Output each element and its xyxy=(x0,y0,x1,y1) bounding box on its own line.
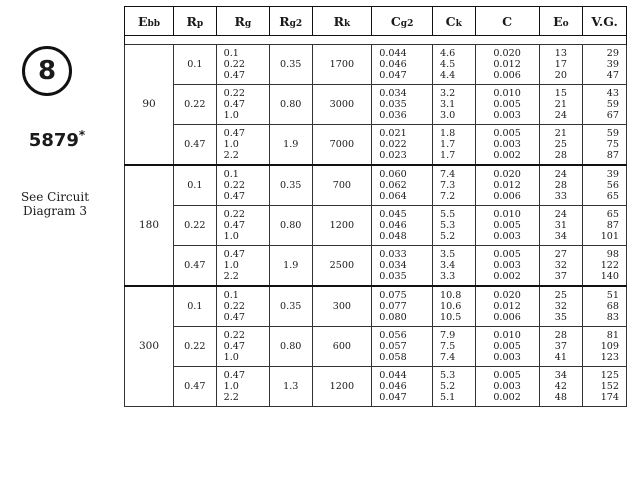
cell-cg2-value: 0.021 xyxy=(379,128,407,139)
cell-rp: 0.47 xyxy=(174,125,217,166)
cell-vg xyxy=(583,367,627,407)
header-row xyxy=(125,7,627,36)
cell-eo xyxy=(539,45,583,85)
cell-c-value: 0.003 xyxy=(493,110,521,121)
cell-c-value: 0.020 xyxy=(493,290,521,301)
cell-rg-value: 0.22 xyxy=(223,301,246,312)
cell-cg2 xyxy=(372,45,433,85)
cell-rg2: 0.80 xyxy=(269,206,312,246)
cell-eo-value: 13 xyxy=(554,48,567,59)
circuit-note xyxy=(6,190,104,218)
cell-c-value: 0.003 xyxy=(493,139,521,150)
cell-rg-value: 0.22 xyxy=(223,88,246,99)
cell-cg2-value: 0.022 xyxy=(379,139,407,150)
cell-rg xyxy=(216,327,269,367)
cell-ck-value: 5.5 xyxy=(439,209,456,220)
cell-rg-value: 1.0 xyxy=(223,110,239,121)
table-row xyxy=(125,85,627,125)
cell-c-value: 0.010 xyxy=(493,330,521,341)
cell-cg2-value: 0.047 xyxy=(379,70,407,81)
cell-rg xyxy=(216,206,269,246)
cell-rg2: 0.35 xyxy=(269,165,312,206)
col-header-rp: Rp xyxy=(174,7,217,36)
cell-c-value: 0.020 xyxy=(493,169,521,180)
cell-eo-value: 28 xyxy=(554,150,567,161)
cell-vg xyxy=(583,85,627,125)
cell-c-value: 0.006 xyxy=(493,191,521,202)
cell-rg-value: 0.47 xyxy=(223,370,246,381)
cell-eo-value: 28 xyxy=(554,180,567,191)
cell-rg-value: 0.22 xyxy=(223,330,246,341)
cell-ck-value: 1.8 xyxy=(439,128,456,139)
cell-eo xyxy=(539,367,583,407)
cell-eo-value: 17 xyxy=(554,59,567,70)
cell-ck-value: 5.2 xyxy=(439,231,456,242)
table-row xyxy=(125,246,627,287)
cell-vg-value: 87 xyxy=(606,220,619,231)
cell-vg xyxy=(583,246,627,287)
cell-rg-value: 0.47 xyxy=(223,70,246,81)
cell-vg-value: 140 xyxy=(600,271,619,282)
cell-vg-value: 65 xyxy=(606,191,619,202)
cell-c-value: 0.006 xyxy=(493,70,521,81)
cell-vg-value: 47 xyxy=(606,70,619,81)
tube-type-label: 5879 xyxy=(28,130,79,151)
cell-eo-value: 34 xyxy=(554,370,567,381)
cell-vg-value: 125 xyxy=(600,370,619,381)
table-row xyxy=(125,206,627,246)
cell-c xyxy=(475,165,539,206)
cell-rg-value: 0.47 xyxy=(223,341,246,352)
cell-c-value: 0.002 xyxy=(493,271,521,282)
cell-c xyxy=(475,286,539,327)
cell-c-value: 0.020 xyxy=(493,48,521,59)
cell-ck-value: 3.1 xyxy=(439,99,456,110)
cell-eo-value: 31 xyxy=(554,220,567,231)
cell-rg-value: 0.22 xyxy=(223,59,246,70)
cell-rk: 1700 xyxy=(312,45,372,85)
cell-eo-value: 37 xyxy=(554,341,567,352)
cell-rk: 600 xyxy=(312,327,372,367)
cell-c-value: 0.005 xyxy=(493,99,521,110)
cell-c-value: 0.005 xyxy=(493,341,521,352)
cell-cg2-value: 0.044 xyxy=(379,370,407,381)
cell-ck xyxy=(432,85,475,125)
cell-ck-value: 4.5 xyxy=(439,59,456,70)
cell-cg2 xyxy=(372,327,433,367)
cell-c-value: 0.005 xyxy=(493,220,521,231)
cell-cg2-value: 0.044 xyxy=(379,48,407,59)
cell-rk: 1200 xyxy=(312,367,372,407)
cell-vg-value: 87 xyxy=(606,150,619,161)
cell-cg2-value: 0.023 xyxy=(379,150,407,161)
cell-rg xyxy=(216,367,269,407)
cell-c-value: 0.005 xyxy=(493,128,521,139)
cell-ck-value: 7.5 xyxy=(439,341,456,352)
cell-cg2-value: 0.046 xyxy=(379,381,407,392)
table-row xyxy=(125,327,627,367)
cell-cg2-value: 0.048 xyxy=(379,231,407,242)
circuit-note-line1: See Circuit xyxy=(20,190,90,204)
cell-c xyxy=(475,85,539,125)
cell-rp: 0.47 xyxy=(174,246,217,287)
cell-cg2 xyxy=(372,286,433,327)
cell-vg-value: 101 xyxy=(600,231,619,242)
cell-vg-value: 81 xyxy=(606,330,619,341)
col-header-vg: V.G. xyxy=(583,7,627,36)
cell-vg-value: 59 xyxy=(606,99,619,110)
cell-eo xyxy=(539,327,583,367)
cell-rg2: 0.35 xyxy=(269,286,312,327)
table-row xyxy=(125,286,627,327)
cell-c xyxy=(475,367,539,407)
cell-cg2 xyxy=(372,206,433,246)
cell-rp: 0.22 xyxy=(174,85,217,125)
cell-cg2-value: 0.058 xyxy=(379,352,407,363)
cell-rg-value: 1.0 xyxy=(223,352,239,363)
cell-c-value: 0.002 xyxy=(493,392,521,403)
cell-rg-value: 0.47 xyxy=(223,191,246,202)
cell-rk: 300 xyxy=(312,286,372,327)
cell-eo-value: 32 xyxy=(554,260,567,271)
cell-vg xyxy=(583,286,627,327)
cell-rg-value: 0.47 xyxy=(223,312,246,323)
col-header-c: C xyxy=(475,7,539,36)
cell-c-value: 0.012 xyxy=(493,301,521,312)
cell-ck-value: 7.4 xyxy=(439,169,456,180)
cell-rp: 0.1 xyxy=(174,45,217,85)
cell-cg2-value: 0.045 xyxy=(379,209,407,220)
cell-eo-value: 25 xyxy=(554,290,567,301)
cell-c-value: 0.003 xyxy=(493,381,521,392)
cell-cg2-value: 0.034 xyxy=(379,88,407,99)
cell-eo-value: 42 xyxy=(554,381,567,392)
cell-eo-value: 27 xyxy=(554,249,567,260)
cell-c xyxy=(475,45,539,85)
col-header-rg: Rg xyxy=(216,7,269,36)
cell-eo-value: 15 xyxy=(554,88,567,99)
cell-eo-value: 24 xyxy=(554,169,567,180)
cell-cg2-value: 0.075 xyxy=(379,290,407,301)
cell-cg2 xyxy=(372,85,433,125)
cell-rg-value: 0.47 xyxy=(223,128,246,139)
cell-vg-value: 98 xyxy=(606,249,619,260)
cell-ck-value: 5.1 xyxy=(439,392,456,403)
cell-rp: 0.22 xyxy=(174,327,217,367)
tube-number: 8 xyxy=(37,56,57,86)
tube-number-circle xyxy=(22,46,72,96)
cell-ck-value: 7.9 xyxy=(439,330,456,341)
col-header-ck: Ck xyxy=(432,7,475,36)
cell-rg2: 1.9 xyxy=(269,125,312,166)
cell-rg-value: 2.2 xyxy=(223,271,239,282)
col-header-rg2: Rg2 xyxy=(269,7,312,36)
cell-rk: 700 xyxy=(312,165,372,206)
cell-cg2-value: 0.034 xyxy=(379,260,407,271)
cell-cg2-value: 0.035 xyxy=(379,99,407,110)
cell-eo-value: 37 xyxy=(554,271,567,282)
cell-eo-value: 24 xyxy=(554,110,567,121)
cell-eo-value: 35 xyxy=(554,312,567,323)
cell-rg-value: 0.1 xyxy=(223,290,239,301)
cell-eo-value: 25 xyxy=(554,139,567,150)
cell-eo xyxy=(539,85,583,125)
cell-ck-value: 3.5 xyxy=(439,249,456,260)
cell-eo-value: 28 xyxy=(554,330,567,341)
cell-ck xyxy=(432,327,475,367)
cell-cg2-value: 0.062 xyxy=(379,180,407,191)
cell-ck-value: 1.7 xyxy=(439,150,456,161)
cell-vg-value: 122 xyxy=(600,260,619,271)
cell-ck xyxy=(432,125,475,166)
cell-eo xyxy=(539,286,583,327)
cell-ck-value: 5.3 xyxy=(439,370,456,381)
cell-rg xyxy=(216,286,269,327)
cell-c xyxy=(475,206,539,246)
cell-vg-value: 68 xyxy=(606,301,619,312)
cell-cg2-value: 0.056 xyxy=(379,330,407,341)
tube-type-mark: * xyxy=(78,128,86,142)
cell-ck-value: 7.3 xyxy=(439,180,456,191)
cell-c-value: 0.005 xyxy=(493,249,521,260)
cell-rp: 0.22 xyxy=(174,206,217,246)
cell-vg-value: 59 xyxy=(606,128,619,139)
cell-rg xyxy=(216,165,269,206)
cell-cg2 xyxy=(372,165,433,206)
cell-vg xyxy=(583,327,627,367)
cell-eo-value: 48 xyxy=(554,392,567,403)
cell-vg-value: 123 xyxy=(600,352,619,363)
cell-rg-value: 0.47 xyxy=(223,99,246,110)
cell-vg xyxy=(583,165,627,206)
cell-cg2-value: 0.046 xyxy=(379,59,407,70)
cell-c-value: 0.003 xyxy=(493,352,521,363)
cell-rg2: 1.9 xyxy=(269,246,312,287)
cell-ck-value: 7.2 xyxy=(439,191,456,202)
cell-ck-value: 5.3 xyxy=(439,220,456,231)
cell-eo-value: 21 xyxy=(554,128,567,139)
cell-ebb: 300 xyxy=(125,286,174,407)
cell-cg2-value: 0.046 xyxy=(379,220,407,231)
cell-vg xyxy=(583,206,627,246)
cell-eo xyxy=(539,206,583,246)
cell-vg-value: 67 xyxy=(606,110,619,121)
cell-c-value: 0.005 xyxy=(493,370,521,381)
cell-rg-value: 0.22 xyxy=(223,209,246,220)
cell-rg xyxy=(216,85,269,125)
cell-ck xyxy=(432,165,475,206)
cell-rp: 0.1 xyxy=(174,165,217,206)
cell-rg2: 0.80 xyxy=(269,85,312,125)
col-header-rk: Rk xyxy=(312,7,372,36)
cell-vg-value: 75 xyxy=(606,139,619,150)
cell-ck-value: 3.3 xyxy=(439,271,456,282)
cell-rg-value: 2.2 xyxy=(223,392,239,403)
cell-c xyxy=(475,125,539,166)
cell-rg-value: 0.47 xyxy=(223,220,246,231)
cell-eo xyxy=(539,125,583,166)
cell-cg2-value: 0.077 xyxy=(379,301,407,312)
cell-ck-value: 4.6 xyxy=(439,48,456,59)
table-row xyxy=(125,125,627,166)
cell-ck xyxy=(432,206,475,246)
cell-rg-value: 0.1 xyxy=(223,48,239,59)
cell-c xyxy=(475,327,539,367)
cell-vg xyxy=(583,125,627,166)
cell-ck xyxy=(432,246,475,287)
cell-rg2: 0.80 xyxy=(269,327,312,367)
cell-ck xyxy=(432,45,475,85)
cell-rg-value: 0.1 xyxy=(223,169,239,180)
cell-eo xyxy=(539,165,583,206)
cell-vg-value: 152 xyxy=(600,381,619,392)
cell-eo-value: 20 xyxy=(554,70,567,81)
cell-cg2 xyxy=(372,125,433,166)
col-header-ebb: Ebb xyxy=(125,7,174,36)
cell-cg2 xyxy=(372,367,433,407)
cell-ck xyxy=(432,367,475,407)
cell-c-value: 0.003 xyxy=(493,231,521,242)
col-header-cg2: Cg2 xyxy=(372,7,433,36)
cell-cg2-value: 0.060 xyxy=(379,169,407,180)
cell-rg-value: 1.0 xyxy=(223,381,239,392)
cell-eo-value: 41 xyxy=(554,352,567,363)
cell-cg2-value: 0.057 xyxy=(379,341,407,352)
cell-cg2-value: 0.035 xyxy=(379,271,407,282)
cell-ck-value: 1.7 xyxy=(439,139,456,150)
tube-type xyxy=(14,128,100,151)
cell-cg2-value: 0.036 xyxy=(379,110,407,121)
cell-cg2-value: 0.047 xyxy=(379,392,407,403)
cell-c-value: 0.010 xyxy=(493,88,521,99)
cell-eo xyxy=(539,246,583,287)
cell-cg2-value: 0.033 xyxy=(379,249,407,260)
cell-rp: 0.1 xyxy=(174,286,217,327)
cell-c-value: 0.010 xyxy=(493,209,521,220)
cell-c-value: 0.006 xyxy=(493,312,521,323)
cell-rg-value: 1.0 xyxy=(223,139,239,150)
cell-c-value: 0.012 xyxy=(493,59,521,70)
cell-c-value: 0.012 xyxy=(493,180,521,191)
cell-rg xyxy=(216,45,269,85)
cell-ck-value: 7.4 xyxy=(439,352,456,363)
cell-c-value: 0.003 xyxy=(493,260,521,271)
cell-vg-value: 109 xyxy=(600,341,619,352)
cell-c xyxy=(475,246,539,287)
cell-vg-value: 83 xyxy=(606,312,619,323)
cell-vg-value: 39 xyxy=(606,169,619,180)
resistance-coupled-amplifier-table xyxy=(124,6,627,407)
cell-ck-value: 3.4 xyxy=(439,260,456,271)
cell-vg-value: 65 xyxy=(606,209,619,220)
col-header-eo: Eo xyxy=(539,7,583,36)
cell-ck-value: 10.6 xyxy=(439,301,462,312)
cell-ebb: 180 xyxy=(125,165,174,286)
table-body xyxy=(125,45,627,407)
cell-ck-value: 5.2 xyxy=(439,381,456,392)
cell-rg xyxy=(216,246,269,287)
cell-vg-value: 51 xyxy=(606,290,619,301)
cell-rg-value: 0.22 xyxy=(223,180,246,191)
cell-ebb: 90 xyxy=(125,45,174,166)
cell-vg-value: 29 xyxy=(606,48,619,59)
cell-vg-value: 174 xyxy=(600,392,619,403)
cell-ck-value: 10.5 xyxy=(439,312,462,323)
cell-vg-value: 43 xyxy=(606,88,619,99)
circuit-note-line2: Diagram 3 xyxy=(22,204,87,218)
cell-vg-value: 39 xyxy=(606,59,619,70)
cell-rg-value: 1.0 xyxy=(223,260,239,271)
cell-rg-value: 1.0 xyxy=(223,231,239,242)
cell-ck xyxy=(432,286,475,327)
cell-rk: 1200 xyxy=(312,206,372,246)
cell-eo-value: 21 xyxy=(554,99,567,110)
cell-cg2 xyxy=(372,246,433,287)
cell-eo-value: 33 xyxy=(554,191,567,202)
cell-ck-value: 4.4 xyxy=(439,70,456,81)
cell-cg2-value: 0.080 xyxy=(379,312,407,323)
cell-ck-value: 3.2 xyxy=(439,88,456,99)
cell-eo-value: 34 xyxy=(554,231,567,242)
cell-rg-value: 0.47 xyxy=(223,249,246,260)
cell-ck-value: 10.8 xyxy=(439,290,462,301)
cell-ck-value: 3.0 xyxy=(439,110,456,121)
cell-eo-value: 24 xyxy=(554,209,567,220)
table-row xyxy=(125,45,627,85)
cell-rp: 0.47 xyxy=(174,367,217,407)
cell-rg2: 0.35 xyxy=(269,45,312,85)
cell-rg-value: 2.2 xyxy=(223,150,239,161)
cell-cg2-value: 0.064 xyxy=(379,191,407,202)
cell-rg2: 1.3 xyxy=(269,367,312,407)
table-row xyxy=(125,367,627,407)
header-gap xyxy=(125,36,627,45)
cell-vg xyxy=(583,45,627,85)
cell-vg-value: 56 xyxy=(606,180,619,191)
cell-c-value: 0.002 xyxy=(493,150,521,161)
cell-rk: 3000 xyxy=(312,85,372,125)
cell-rg xyxy=(216,125,269,166)
cell-rk: 2500 xyxy=(312,246,372,287)
cell-rk: 7000 xyxy=(312,125,372,166)
table-row xyxy=(125,165,627,206)
cell-eo-value: 32 xyxy=(554,301,567,312)
